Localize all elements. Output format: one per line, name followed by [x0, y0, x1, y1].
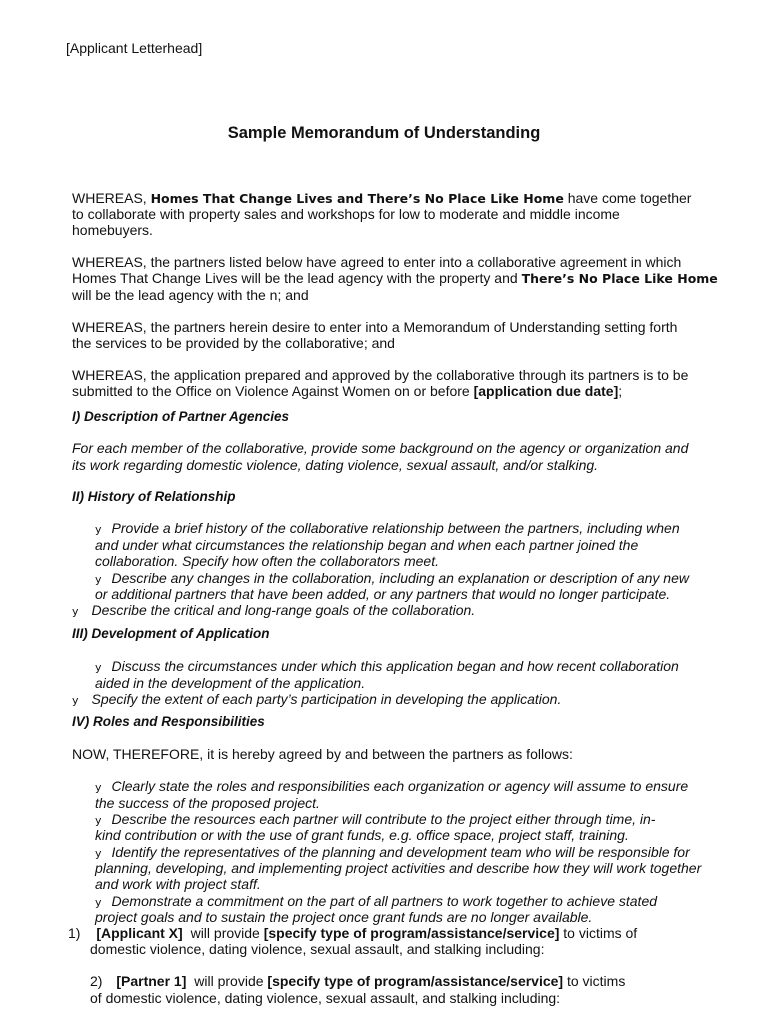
- program-placeholder: [specify type of program/assistance/service]: [263, 925, 560, 941]
- partner-names: Homes That Change Lives and There’s No Place Like Home: [150, 191, 564, 206]
- partner-name: There’s No Place Like Home: [521, 271, 718, 286]
- whereas-4-line-2: [72, 383, 622, 400]
- section-1-line-1: For each member of the collaborative, provide some background on the agency or organization and: [72, 440, 689, 456]
- whereas-1-line-2: to collaborate with property sales and workshops for low to moderate and middle income: [72, 206, 620, 222]
- whereas-label: WHEREAS,: [72, 190, 147, 206]
- section-3-bullet-1-line-2: aided in the development of the application.: [95, 675, 366, 691]
- section-4-heading: IV) Roles and Responsibilities: [72, 714, 265, 729]
- list-number: 2): [90, 973, 103, 989]
- section-2-bullet-1-line-1: [95, 520, 680, 539]
- bullet-glyph: y: [95, 814, 102, 827]
- whereas-1-line-3: homebuyers.: [72, 222, 153, 238]
- section-3-bullet-1-line-1: [95, 658, 679, 677]
- section-4-bullet-2-line-2: kind contribution or with the use of grant funds, e.g. office space, project staff, training.: [95, 827, 629, 843]
- list-item-1-line-1: [68, 925, 637, 942]
- list-text: to victims of: [563, 925, 638, 941]
- whereas-2-line-2: [72, 270, 718, 288]
- whereas-3-line-1: WHEREAS, the partners herein desire to enter into a Memorandum of Understanding setting forth: [72, 319, 678, 335]
- letterhead-placeholder: [Applicant Letterhead]: [66, 40, 203, 56]
- whereas-4-text: submitted to the Office on Violence Against Women on or before: [72, 383, 470, 399]
- bullet-text: Specify the extent of each party’s participation in developing the application.: [91, 691, 562, 707]
- list-item-1-line-2: domestic violence, dating violence, sexual assault, and stalking including:: [90, 941, 545, 957]
- section-4-bullet-1-line-1: [95, 778, 688, 797]
- whereas-1-line-1: [72, 190, 691, 208]
- list-text: to victims: [566, 973, 626, 989]
- partner-placeholder: [Partner 1]: [116, 973, 187, 989]
- bullet-text: Describe any changes in the collaboration, including an explanation or description of any new: [111, 570, 689, 586]
- section-4-intro: NOW, THEREFORE, it is hereby agreed by and between the partners as follows:: [72, 746, 573, 762]
- program-placeholder: [specify type of program/assistance/service]: [267, 973, 564, 989]
- bullet-glyph: y: [72, 694, 79, 707]
- bullet-text: Clearly state the roles and responsibilities each organization or agency will assume to ensure: [111, 778, 689, 794]
- list-text: will provide: [190, 925, 260, 941]
- bullet-glyph: y: [72, 605, 79, 618]
- whereas-3-line-2: the services to be provided by the collaborative; and: [72, 335, 395, 351]
- section-2-bullet-1-line-2: and under what circumstances the relationship began and when each partner joined the: [95, 537, 639, 553]
- section-2-bullet-3-line-1: [72, 602, 475, 621]
- section-1-line-2: its work regarding domestic violence, dating violence, sexual assault, and/or stalking.: [72, 457, 599, 473]
- page-title: Sample Memorandum of Understanding: [227, 124, 541, 142]
- bullet-glyph: y: [95, 523, 102, 536]
- section-2-bullet-1-line-3: collaboration. Specify how often the collaborators meet.: [95, 553, 439, 569]
- bullet-text: Describe the critical and long-range goals of the collaboration.: [91, 602, 476, 618]
- bullet-glyph: y: [95, 847, 102, 860]
- bullet-text: Demonstrate a commitment on the part of all partners to work together to achieve stated: [111, 893, 658, 909]
- section-3-heading: III) Development of Application: [72, 626, 270, 641]
- bullet-glyph: y: [95, 896, 102, 909]
- section-2-bullet-2-line-2: or additional partners that have been added, or any partners that would no longer participate.: [95, 586, 671, 602]
- whereas-1-text: have come together: [567, 190, 692, 206]
- list-number: 1): [68, 925, 81, 941]
- whereas-2-text: Homes That Change Lives will be the lead agency with the property and: [72, 270, 518, 286]
- bullet-glyph: y: [95, 781, 102, 794]
- punctuation: ;: [618, 383, 623, 399]
- whereas-2-line-3: will be the lead agency with the n; and: [72, 287, 309, 303]
- section-3-bullet-2-line-1: [72, 691, 561, 710]
- bullet-text: Discuss the circumstances under which this application began and how recent collaboration: [111, 658, 679, 674]
- section-2-heading: II) History of Relationship: [72, 489, 236, 504]
- applicant-placeholder: [Applicant X]: [96, 925, 183, 941]
- list-item-2-line-1: [90, 973, 625, 990]
- bullet-glyph: y: [95, 661, 102, 674]
- section-4-bullet-4-line-2: project goals and to sustain the project once grant funds are no longer available.: [95, 909, 593, 925]
- whereas-2-line-1: WHEREAS, the partners listed below have agreed to enter into a collaborative agreement in which: [72, 254, 682, 270]
- bullet-glyph: y: [95, 573, 102, 586]
- section-4-bullet-3-line-2: planning, developing, and implementing project activities and describe how they will work together: [95, 860, 702, 876]
- section-4-bullet-1-line-2: the success of the proposed project.: [95, 795, 320, 811]
- bullet-text: Identify the representatives of the planning and development team who will be responsible for: [111, 844, 690, 860]
- bullet-text: Provide a brief history of the collaborative relationship between the partners, including when: [111, 520, 680, 536]
- bullet-text: Describe the resources each partner will contribute to the project either through time, in-: [111, 811, 656, 827]
- section-4-bullet-3-line-3: and work with project staff.: [95, 876, 261, 892]
- list-text: will provide: [194, 973, 264, 989]
- section-1-heading: I) Description of Partner Agencies: [72, 409, 290, 424]
- application-due-date: [application due date]: [473, 383, 619, 399]
- whereas-4-line-1: WHEREAS, the application prepared and approved by the collaborative through its partners is to be: [72, 367, 689, 383]
- list-item-2-line-2: of domestic violence, dating violence, sexual assault, and stalking including:: [90, 990, 561, 1006]
